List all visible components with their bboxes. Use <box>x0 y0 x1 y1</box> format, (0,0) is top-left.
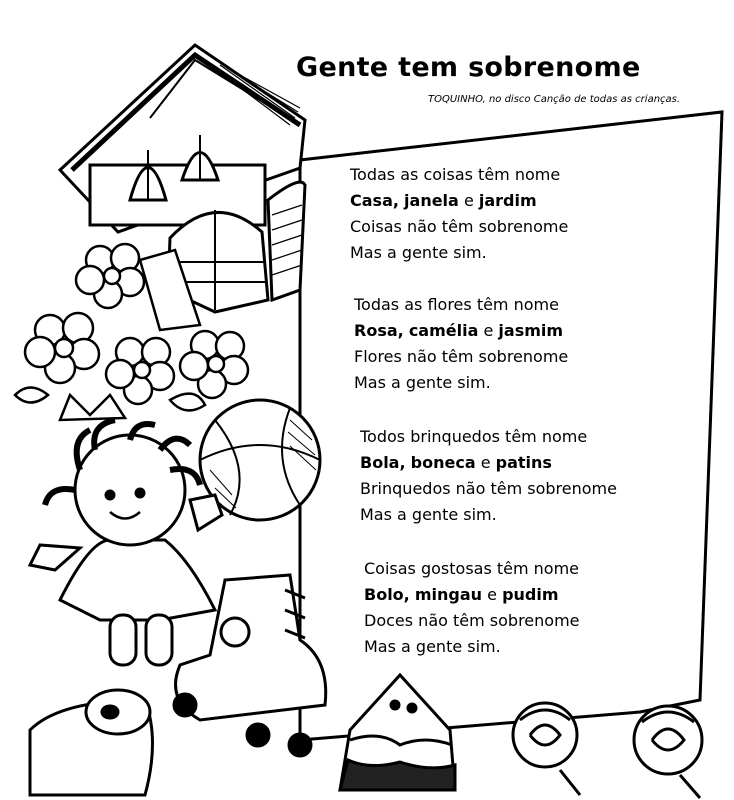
bold-word: janela <box>404 191 459 210</box>
stanza-2 <box>354 292 568 396</box>
bold-word: pudim <box>502 585 559 604</box>
flower-3 <box>106 338 174 404</box>
bold-word: jardim <box>478 191 537 210</box>
roses-icon <box>513 703 702 798</box>
pudding-icon <box>30 690 153 795</box>
song-credit: TOQUINHO, no disco Canção de todas as crianças. <box>428 94 681 105</box>
bold-word: Bola, <box>360 453 406 472</box>
stanza-line: Todos brinquedos têm nome <box>360 427 588 446</box>
stanza-3 <box>360 424 617 528</box>
cake-slice-icon <box>340 675 455 790</box>
stanza-bold-line <box>354 318 568 344</box>
connector-word: e <box>483 321 494 340</box>
page-title: Gente tem sobrenome <box>296 52 641 83</box>
connector-word: e <box>487 585 497 604</box>
stanza-line: Mas a gente sim. <box>360 505 497 524</box>
bold-word: camélia <box>408 321 479 340</box>
stanza-line: Doces não têm sobrenome <box>364 611 580 630</box>
stanza-line: Coisas não têm sobrenome <box>350 217 569 236</box>
stanza-1 <box>350 162 568 266</box>
stanza-bold-line <box>350 188 568 214</box>
stanza-line: Mas a gente sim. <box>354 373 491 392</box>
stanza-line: Coisas gostosas têm nome <box>364 559 580 578</box>
stanza-line: Todas as flores têm nome <box>354 295 559 314</box>
stanza-bold-line <box>364 582 580 608</box>
bold-word: Bolo, <box>364 585 410 604</box>
bold-word: Rosa, <box>354 321 404 340</box>
stanza-bold-line <box>360 450 617 476</box>
connector-word: e <box>463 191 474 210</box>
stanza-line: Mas a gente sim. <box>364 637 501 656</box>
stanza-line: Todas as coisas têm nome <box>350 165 561 184</box>
stanza-line: Flores não têm sobrenome <box>354 347 569 366</box>
bold-word: boneca <box>410 453 476 472</box>
doll-icon <box>30 420 222 665</box>
stanza-line: Brinquedos não têm sobrenome <box>360 479 617 498</box>
stanza-4 <box>364 556 580 660</box>
flower-4 <box>180 331 248 398</box>
connector-word: e <box>480 453 491 472</box>
bold-word: patins <box>495 453 552 472</box>
flower-2 <box>25 313 99 383</box>
bold-word: Casa, <box>350 191 399 210</box>
bold-word: jasmim <box>498 321 564 340</box>
flower-1 <box>76 244 144 308</box>
bold-word: mingau <box>414 585 483 604</box>
stanza-line: Mas a gente sim. <box>350 243 487 262</box>
